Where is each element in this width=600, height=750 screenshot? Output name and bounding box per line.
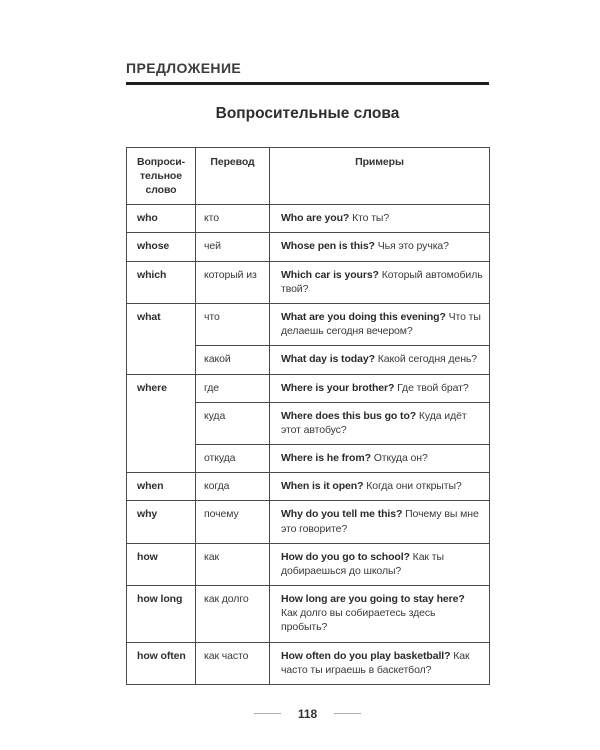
example-english: Who are you? (281, 212, 350, 225)
translation-cell: куда (196, 402, 270, 444)
question-word-cell: why (127, 501, 196, 543)
footer-dash-left (254, 713, 281, 714)
translation-cell: откуда (196, 445, 270, 473)
table-row-when (127, 473, 490, 501)
translation-cell: когда (196, 473, 270, 501)
table-row-how (127, 543, 490, 585)
page-number: 118 (297, 706, 318, 721)
chapter-title: ПРЕДЛОЖЕНИЕ (126, 60, 242, 76)
question-word-cell: when (127, 473, 196, 501)
example-russian: Откуда он? (373, 452, 428, 465)
example-english: Where is your brother? (281, 381, 395, 394)
example-cell (270, 346, 490, 374)
table-row-how-often (127, 642, 490, 684)
question-word-cell: how often (127, 642, 196, 684)
question-word-cell: what (127, 304, 196, 375)
table-row-who (127, 205, 490, 233)
example-russian: Кто ты? (352, 212, 390, 225)
translation-cell: какой (196, 346, 270, 374)
example-cell (270, 445, 490, 473)
example-cell (270, 586, 490, 643)
question-word-cell: whose (127, 233, 196, 261)
example-cell (270, 543, 490, 585)
example-english: Whose pen is this? (281, 240, 375, 253)
example-russian: Что ты делаешь сегодня вечером? (281, 311, 481, 338)
example-cell (270, 402, 490, 444)
example-cell (270, 304, 490, 346)
translation-cell: что (196, 304, 270, 346)
page-content (126, 0, 489, 721)
example-cell (270, 501, 490, 543)
example-cell (270, 261, 490, 303)
col-header-examples: Примеры (270, 147, 490, 205)
example-russian: Как долго вы собираетесь здесь пробыть? (281, 607, 436, 634)
example-english: What day is today? (281, 353, 375, 366)
example-russian: Почему вы мне это говорите? (281, 508, 479, 535)
example-russian: Какой сегодня день? (377, 353, 478, 366)
header-rule (126, 82, 489, 85)
example-russian: Куда идёт этот автобус? (281, 409, 467, 436)
translation-cell: как (196, 543, 270, 585)
example-cell (270, 205, 490, 233)
example-cell (270, 374, 490, 402)
example-english: Where is he from? (281, 452, 371, 465)
example-cell (270, 642, 490, 684)
col-header-translation: Перевод (196, 147, 270, 205)
table-row-how-long (127, 586, 490, 643)
example-english: Where does this bus go to? (281, 409, 417, 422)
footer-dash-right (334, 713, 361, 714)
example-english: How do you go to school? (281, 550, 410, 563)
running-head (126, 0, 489, 85)
question-word-cell: where (127, 374, 196, 473)
example-russian: Где твой брат? (397, 381, 469, 394)
translation-cell: почему (196, 501, 270, 543)
col-header-question-word: Вопроси-тельное слово (127, 147, 196, 205)
section-title: Вопросительные слова (215, 104, 400, 122)
table-row-what-1 (127, 304, 490, 346)
translation-cell: где (196, 374, 270, 402)
table-header-row (127, 147, 490, 205)
table-row-why (127, 501, 490, 543)
table-row-which (127, 261, 490, 303)
translation-cell: как долго (196, 586, 270, 643)
example-cell (270, 473, 490, 501)
example-english: Why do you tell me this? (281, 508, 403, 521)
translation-cell: кто (196, 205, 270, 233)
example-english: What are you doing this evening? (281, 311, 446, 323)
example-english: When is it open? (281, 480, 364, 493)
question-word-cell: who (127, 205, 196, 233)
table-row-whose (127, 233, 490, 261)
question-word-cell: how long (127, 586, 196, 643)
example-cell (270, 233, 490, 261)
example-russian: Как часто ты играешь в баскетбол? (281, 649, 470, 676)
translation-cell: чей (196, 233, 270, 261)
example-russian: Как ты добираешься до школы? (281, 550, 444, 577)
example-russian: Чья это ручка? (377, 240, 449, 253)
example-english: How often do you play basketball? (281, 649, 451, 662)
translation-cell: как часто (196, 642, 270, 684)
question-word-cell: which (127, 261, 196, 303)
example-english: How long are you going to stay here? (281, 593, 465, 606)
table-row-where-1 (127, 374, 490, 402)
example-russian: Который автомобиль твой? (281, 268, 483, 295)
page-footer (126, 707, 489, 721)
example-russian: Когда они открыты? (366, 480, 462, 493)
question-words-table (126, 147, 490, 685)
example-english: Which car is yours? (281, 268, 379, 281)
translation-cell: который из (196, 261, 270, 303)
question-word-cell: how (127, 543, 196, 585)
